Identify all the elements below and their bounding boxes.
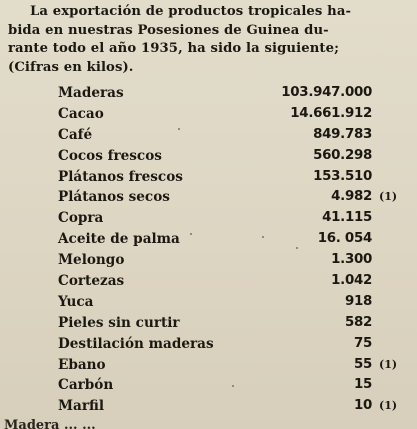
product-label: Aceite de palma bbox=[58, 231, 180, 248]
footnote-mark: (1) bbox=[379, 399, 398, 413]
kilos-value: 14.661.912 bbox=[290, 105, 372, 121]
paper-speck bbox=[232, 385, 234, 387]
kilos-value: 15 bbox=[353, 377, 372, 393]
table-row bbox=[0, 187, 417, 208]
kilos-value: 41.115 bbox=[322, 210, 372, 226]
table-row bbox=[0, 355, 417, 376]
kilos-value: 849.783 bbox=[313, 126, 372, 142]
product-label: Plátanos frescos bbox=[58, 168, 183, 185]
product-label: Yuca bbox=[58, 293, 94, 310]
table-row bbox=[0, 375, 417, 396]
table-row bbox=[0, 208, 417, 229]
product-label: Pieles sin curtir bbox=[58, 314, 180, 331]
paper-speck bbox=[296, 247, 298, 249]
table-row bbox=[0, 167, 417, 188]
kilos-value: 4.982 bbox=[331, 189, 372, 205]
kilos-value: 918 bbox=[344, 293, 372, 309]
intro-line: rante todo el año 1935, ha sido la siguiente; bbox=[8, 41, 340, 57]
kilos-value: 1.042 bbox=[331, 273, 372, 289]
kilos-value: 10 bbox=[353, 398, 372, 414]
export-table bbox=[0, 83, 417, 417]
kilos-value: 55 bbox=[353, 356, 372, 372]
paper-speck bbox=[178, 128, 180, 130]
table-row bbox=[0, 229, 417, 250]
table-row bbox=[0, 292, 417, 313]
table-row bbox=[0, 146, 417, 167]
intro-line: La exportación de productos tropicales ha- bbox=[30, 4, 352, 19]
table-row bbox=[0, 83, 417, 104]
table-row bbox=[0, 125, 417, 146]
table-row bbox=[0, 313, 417, 334]
product-label: Marfil bbox=[58, 398, 105, 415]
kilos-value: 75 bbox=[353, 335, 372, 351]
kilos-value: 153.510 bbox=[313, 168, 372, 184]
intro-paragraph bbox=[8, 3, 412, 77]
intro-line: (Cifras en kilos). bbox=[8, 59, 134, 75]
product-label: Cortezas bbox=[58, 273, 125, 290]
table-row bbox=[0, 334, 417, 355]
product-label: Melongo bbox=[58, 252, 125, 269]
product-label: Café bbox=[58, 126, 93, 143]
cut-off-line: Madera ... ... bbox=[4, 418, 96, 429]
product-label: Destilación maderas bbox=[58, 335, 214, 352]
footnote-mark: (1) bbox=[379, 357, 398, 371]
kilos-value: 103.947.000 bbox=[281, 85, 372, 100]
product-label: Cocos frescos bbox=[58, 147, 162, 164]
kilos-value: 560.298 bbox=[313, 147, 372, 163]
product-label: Ebano bbox=[58, 356, 106, 373]
kilos-value: 582 bbox=[344, 314, 372, 330]
product-label: Plátanos secos bbox=[58, 189, 170, 206]
table-row bbox=[0, 396, 417, 417]
footnote-mark: (1) bbox=[379, 190, 398, 204]
table-row bbox=[0, 104, 417, 125]
kilos-value: 1.300 bbox=[331, 252, 372, 268]
intro-line: bida en nuestras Posesiones de Guinea du- bbox=[8, 22, 329, 38]
paper-speck bbox=[262, 236, 264, 238]
product-label: Maderas bbox=[58, 85, 124, 101]
table-row bbox=[0, 250, 417, 271]
product-label: Copra bbox=[58, 210, 104, 227]
kilos-value: 16. 054 bbox=[317, 231, 372, 247]
table-row bbox=[0, 271, 417, 292]
product-label: Cacao bbox=[58, 105, 104, 122]
paper-speck bbox=[190, 233, 192, 235]
product-label: Carbón bbox=[58, 377, 114, 394]
